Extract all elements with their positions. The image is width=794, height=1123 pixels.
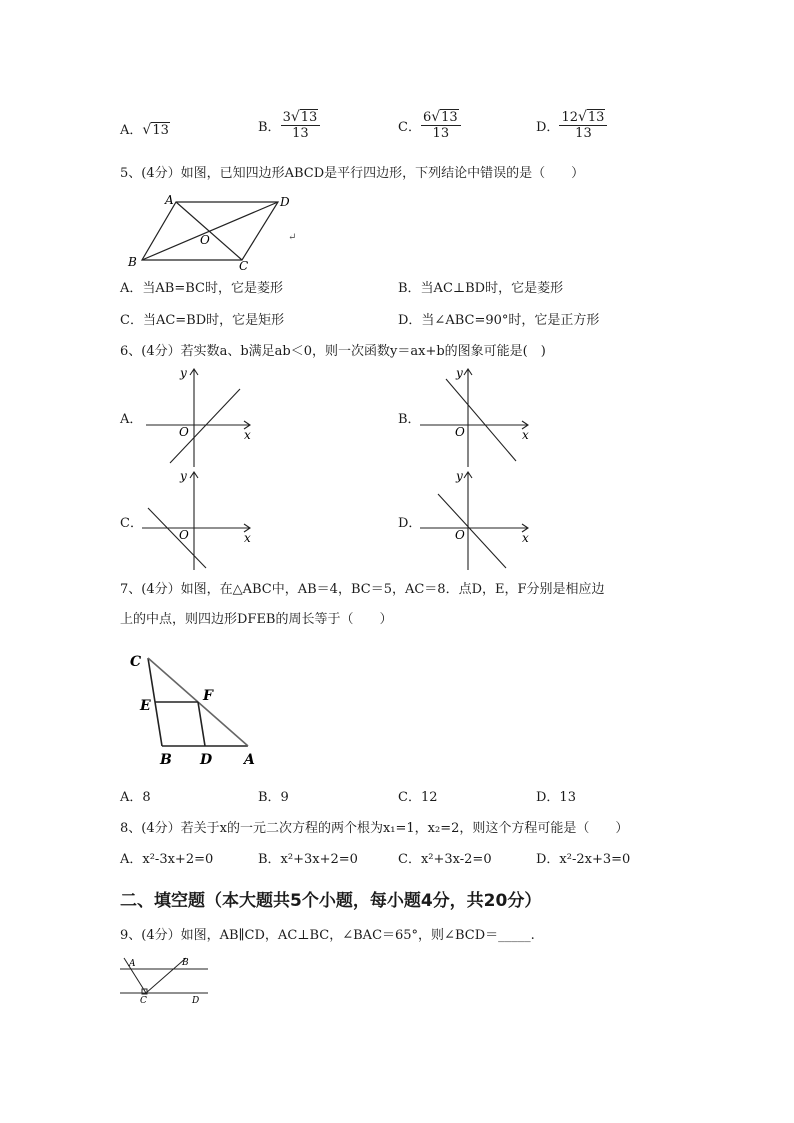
q8-stem: 8、(4分）若关于x的一元二次方程的两个根为x₁=1，x₂=2，则这个方程可能是（ ） bbox=[120, 821, 629, 836]
q7-option-c: C．12 bbox=[398, 790, 438, 805]
q5-option-c: C．当AC=BD时，它是矩形 bbox=[120, 313, 285, 328]
svg-text:y: y bbox=[456, 469, 463, 483]
q4-option-c: C． $\frac{6√13}{13}$ bbox=[398, 110, 461, 141]
q5-option-d: D．当∠ABC=90°时，它是正方形 bbox=[398, 313, 600, 328]
q5-label-c: C bbox=[239, 259, 249, 272]
q4-option-a: A．√13 bbox=[120, 122, 169, 138]
svg-text:O: O bbox=[455, 425, 465, 439]
svg-text:x: x bbox=[522, 428, 529, 442]
q5-option-a: A．当AB=BC时，它是菱形 bbox=[120, 281, 283, 296]
q6-graph-d bbox=[418, 468, 538, 573]
q7-stem-line2: 上的中点，则四边形DFEB的周长等于（ ） bbox=[120, 612, 393, 627]
q8-option-a: A．x²-3x+2=0 bbox=[120, 852, 214, 867]
q5-label-o: O bbox=[200, 233, 210, 247]
q9-parallel-lines-figure bbox=[116, 952, 216, 1006]
q4-option-d: D． $\frac{12√13}{13}$ bbox=[536, 110, 607, 141]
svg-text:x: x bbox=[522, 531, 529, 545]
q5-return-mark: ↵ bbox=[288, 232, 297, 243]
q9-stem: 9、(4分）如图，AB∥CD，AC⊥BC，∠BAC＝65°，则∠BCD＝_____. bbox=[120, 928, 535, 943]
q9-label-a: A bbox=[129, 959, 136, 969]
q6-graph-a bbox=[140, 365, 260, 470]
svg-text:x: x bbox=[244, 531, 251, 545]
section-title: 二、填空题（本大题共5个小题，每小题4分，共20分） bbox=[120, 891, 542, 911]
q9-label-c: C bbox=[140, 996, 147, 1006]
q9-label-d: D bbox=[192, 996, 200, 1006]
q6-option-c-label: C． bbox=[120, 516, 143, 531]
svg-text:x: x bbox=[244, 428, 251, 442]
q6-option-a-label: A． bbox=[120, 412, 143, 427]
svg-text:O: O bbox=[179, 528, 189, 542]
q5-option-b: B．当AC⊥BD时，它是菱形 bbox=[398, 281, 564, 296]
q5-label-a: A bbox=[165, 193, 174, 207]
q6-graph-b bbox=[418, 365, 538, 470]
q7-triangle-figure bbox=[124, 648, 269, 770]
q5-stem: 5、(4分）如图，已知四边形ABCD是平行四边形，下列结论中错误的是（ ） bbox=[120, 166, 585, 181]
q8-option-c: C．x²+3x-2=0 bbox=[398, 852, 492, 867]
svg-text:O: O bbox=[179, 425, 189, 439]
q6-graph-c bbox=[140, 468, 260, 573]
q7-label-a: A bbox=[244, 752, 255, 768]
q7-label-d: D bbox=[200, 752, 213, 768]
q5-label-b: B bbox=[128, 255, 137, 269]
q7-stem-line1: 7、(4分）如图，在△ABC中，AB＝4，BC＝5，AC＝8．点D，E，F分别是相应边 bbox=[120, 582, 605, 597]
q6-stem: 6、(4分）若实数a、b满足ab＜0，则一次函数y＝ax+b的图象可能是( ) bbox=[120, 344, 546, 359]
svg-text:y: y bbox=[180, 469, 187, 483]
q7-label-c: C bbox=[130, 654, 142, 670]
q7-option-b: B．9 bbox=[258, 790, 289, 805]
svg-text:y: y bbox=[180, 366, 187, 380]
svg-text:y: y bbox=[456, 366, 463, 380]
q7-option-d: D．13 bbox=[536, 790, 576, 805]
q8-option-b: B．x²+3x+2=0 bbox=[258, 852, 358, 867]
q8-option-d: D．x²-2x+3=0 bbox=[536, 852, 631, 867]
svg-text:O: O bbox=[455, 528, 465, 542]
q6-option-b-label: B． bbox=[398, 412, 421, 427]
q7-option-a: A．8 bbox=[120, 790, 151, 805]
q7-label-f: F bbox=[203, 688, 213, 704]
q5-parallelogram-figure bbox=[120, 190, 310, 272]
q5-label-d: D bbox=[280, 195, 290, 209]
q9-label-b: B bbox=[182, 958, 189, 968]
q4-option-b: B． $\frac{3√13}{13}$ bbox=[258, 110, 320, 141]
q7-label-e: E bbox=[140, 698, 151, 714]
q6-option-d-label: D． bbox=[398, 516, 422, 531]
q7-label-b: B bbox=[160, 752, 172, 768]
